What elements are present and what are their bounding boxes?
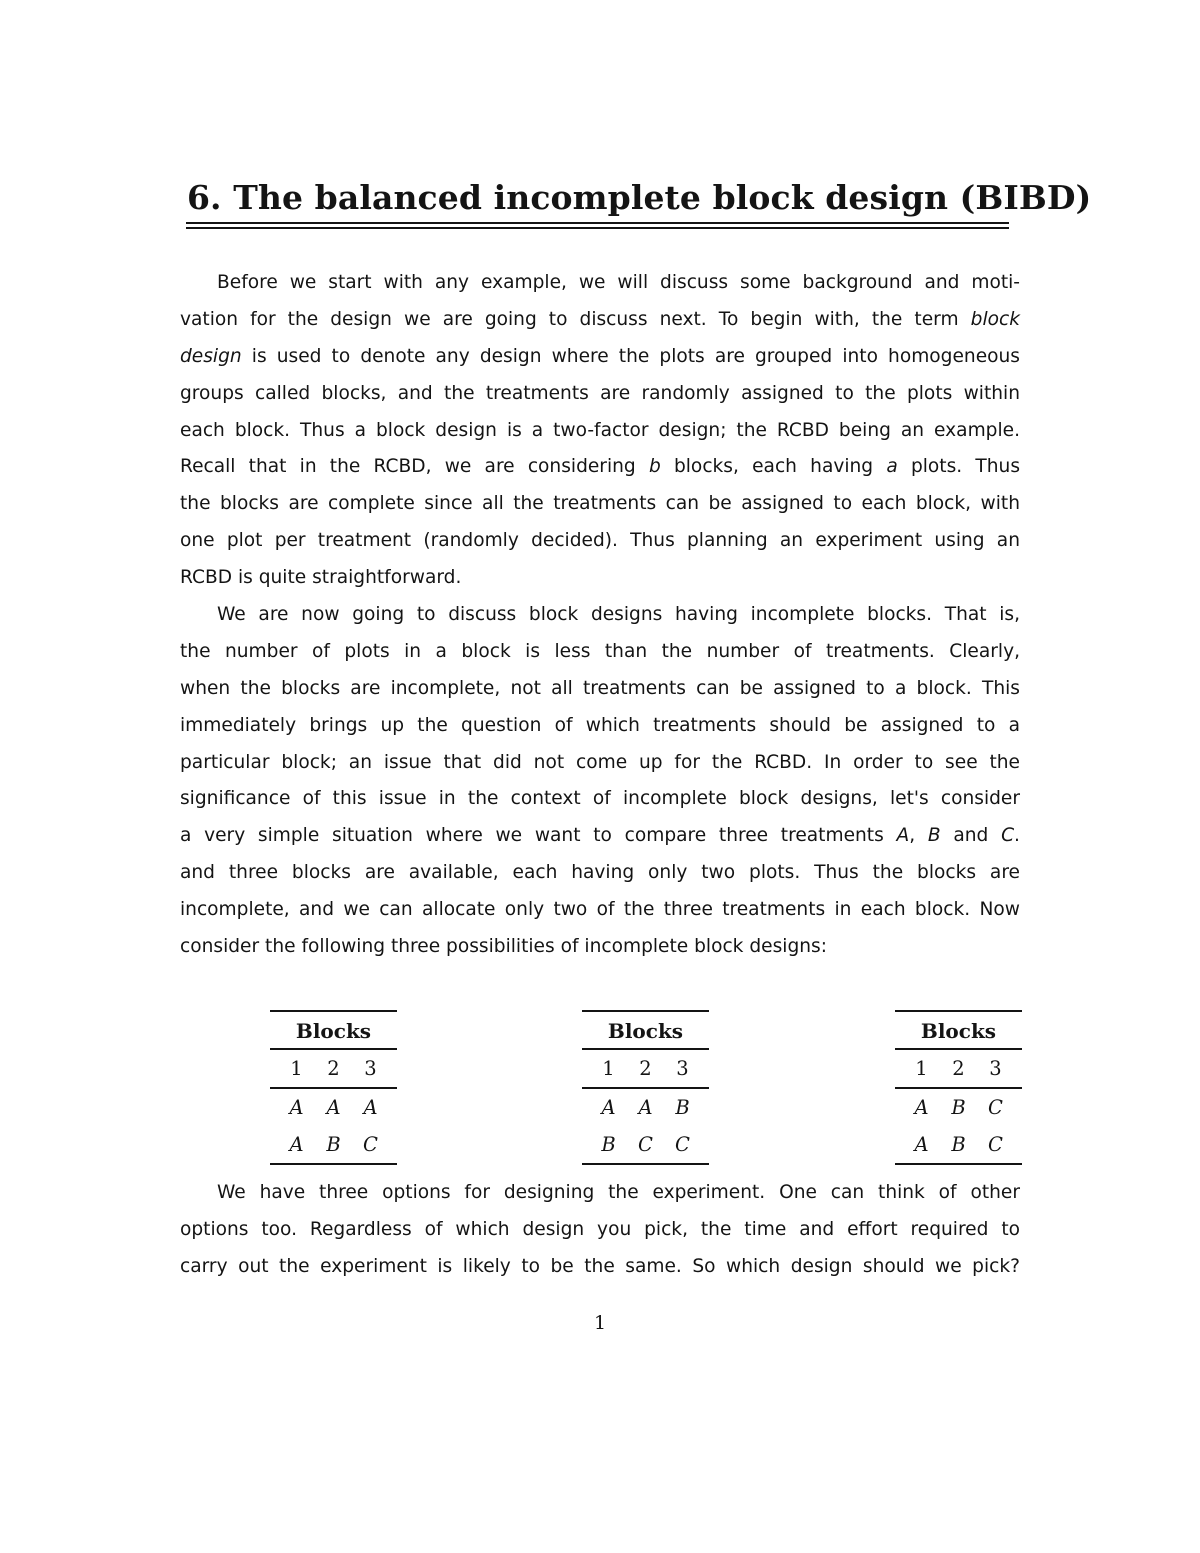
table-cell: A: [914, 1096, 929, 1119]
text-line: each block. Thus a block design is a two-factor design; the RCBD being an example.: [180, 419, 1020, 441]
text-line: one plot per treatment (randomly decided). Thus planning an experiment using an: [180, 530, 1020, 552]
column-label: 2: [952, 1057, 965, 1080]
column-label: 1: [290, 1057, 303, 1080]
text-line: consider the following three possibilities of incomplete block designs:: [180, 936, 827, 958]
title-underline-top: [186, 222, 1009, 224]
text-line: the blocks are complete since all the treatments can be assigned to each block, with: [180, 493, 1020, 515]
column-label: 2: [327, 1057, 340, 1080]
table-cell: A: [363, 1096, 378, 1119]
text-line: RCBD is quite straightforward.: [180, 567, 462, 589]
table-row: [582, 1126, 709, 1163]
table-cell: C: [988, 1133, 1003, 1156]
text-line: particular block; an issue that did not come up for the RCBD. In order to see the: [180, 751, 1020, 773]
text-line: carry out the experiment is likely to be the same. So which design should we pick?: [180, 1255, 1020, 1277]
text-line: We are now going to discuss block designs having incomplete blocks. That is,: [217, 604, 1020, 625]
text-line: options too. Regardless of which design you pick, the time and effort required to: [180, 1218, 1020, 1240]
table-cell: B: [326, 1133, 341, 1156]
table-cell: B: [601, 1133, 616, 1156]
column-label: 3: [676, 1057, 689, 1080]
text-line: groups called blocks, and the treatments are randomly assigned to the plots within: [180, 382, 1020, 404]
text-line: design is used to denote any design where the plots are grouped into homogeneous: [180, 345, 1020, 367]
text-line: We have three options for designing the experiment. One can think of other: [217, 1182, 1020, 1203]
paragraph-options: [180, 1175, 1020, 1286]
text-line: a very simple situation where we want to compare three treatments A, B and C.: [180, 825, 1020, 847]
table-cell: B: [675, 1096, 690, 1119]
text-line: Recall that in the RCBD, we are considering b blocks, each having a plots. Thus: [180, 456, 1021, 478]
table-header: Blocks: [295, 1019, 372, 1043]
column-label: 1: [602, 1057, 615, 1080]
table-rule: [270, 1163, 397, 1165]
text-line: vation for the design we are going to discuss next. To begin with, the term block: [180, 308, 1020, 330]
text-line: when the blocks are incomplete, not all treatments can be assigned to a block. This: [180, 677, 1020, 699]
text-line: and three blocks are available, each having only two plots. Thus the blocks are: [180, 862, 1020, 884]
table-row: [270, 1089, 397, 1126]
page-number: 1: [593, 1312, 607, 1334]
table-row: [895, 1126, 1022, 1163]
text-line: Before we start with any example, we will discuss some background and moti-: [217, 272, 1020, 293]
column-label: 2: [639, 1057, 652, 1080]
paragraph-intro: [180, 265, 1020, 597]
design-table-1: [270, 1010, 397, 1165]
table-row: [270, 1126, 397, 1163]
text-line: significance of this issue in the context of incomplete block designs, let's consider: [180, 788, 1020, 810]
table-cell: A: [289, 1096, 304, 1119]
table-rule: [895, 1163, 1022, 1165]
table-rule: [582, 1163, 709, 1165]
table-cell: A: [326, 1096, 341, 1119]
table-cell: A: [914, 1133, 929, 1156]
table-row: [582, 1089, 709, 1126]
table-cell: B: [951, 1096, 966, 1119]
section-title: 6. The balanced incomplete block design (BIBD): [187, 178, 1092, 217]
table-cell: C: [638, 1133, 653, 1156]
table-cell: A: [601, 1096, 616, 1119]
table-column-headers: [270, 1050, 397, 1087]
table-cell: C: [675, 1133, 690, 1156]
table-cell: C: [363, 1133, 378, 1156]
text-line: the number of plots in a block is less than the number of treatments. Clearly,: [180, 640, 1020, 662]
table-column-headers: [895, 1050, 1022, 1087]
text-line: immediately brings up the question of which treatments should be assigned to a: [180, 714, 1020, 736]
column-label: 3: [989, 1057, 1002, 1080]
table-cell: A: [289, 1133, 304, 1156]
column-label: 3: [364, 1057, 377, 1080]
title-underline-bottom: [186, 227, 1009, 229]
design-table-2: [582, 1010, 709, 1165]
table-column-headers: [582, 1050, 709, 1087]
table-cell: C: [988, 1096, 1003, 1119]
table-header: Blocks: [607, 1019, 684, 1043]
table-cell: B: [951, 1133, 966, 1156]
design-table-3: [895, 1010, 1022, 1165]
text-line: incomplete, and we can allocate only two of the three treatments in each block. Now: [180, 899, 1020, 921]
paragraph-incomplete-blocks: [180, 597, 1020, 966]
table-cell: A: [638, 1096, 653, 1119]
table-row: [895, 1089, 1022, 1126]
table-header: Blocks: [920, 1019, 997, 1043]
column-label: 1: [915, 1057, 928, 1080]
